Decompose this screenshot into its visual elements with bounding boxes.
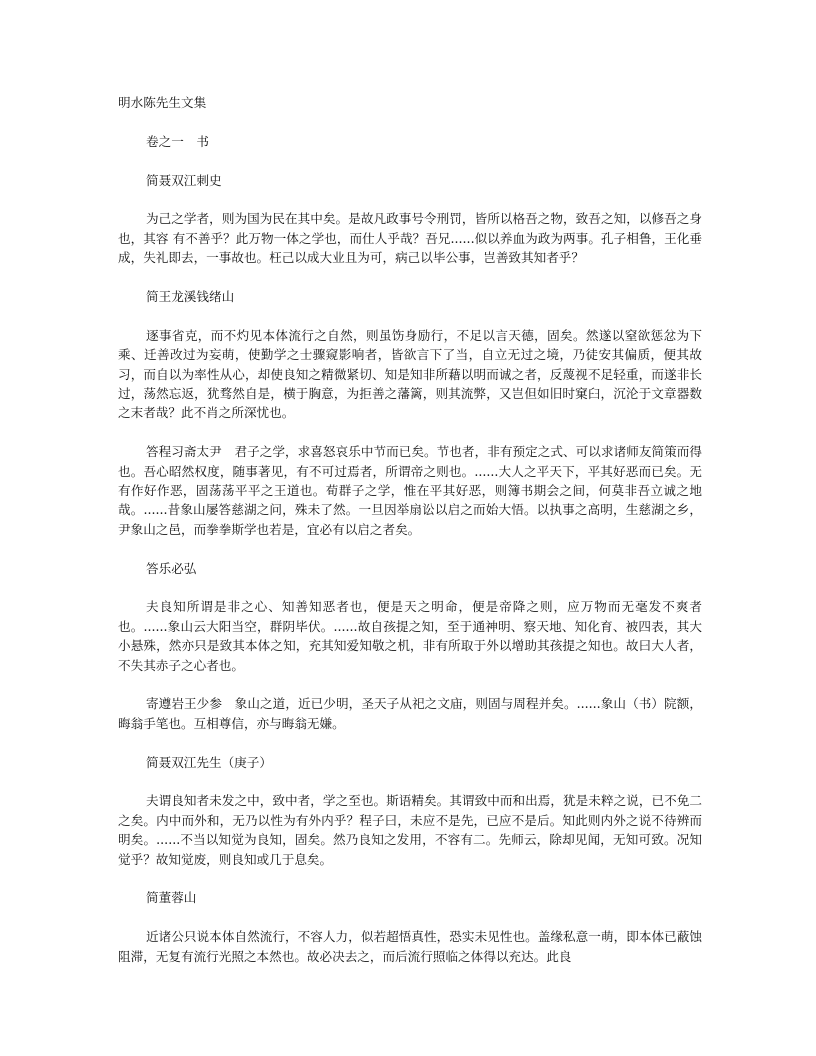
section-heading: 简王龙溪钱绪山 — [146, 289, 235, 304]
section-heading: 简聂双江刺史 — [146, 172, 222, 188]
paragraph: 夫良知所谓是非之心、知善知恶者也，便是天之明命，便是帝降之则，应万物而无毫发不爽者也。......象山云大阳当空，群阴毕伏。......故自孩提之知，至于通神明、察天地、知化育、被四表，其大小悬殊，然亦只是致其本体之知，充其知爱知敬之机，非有所取于外以增助其孩提之知也。故曰大人者，不失其赤子之心者也。 — [118, 599, 702, 673]
paragraph: 寄遵岩王少参 象山之道，近已少明，圣天子从祀之文庙，则固与周程并矣。......象山（书）院额，晦翁手笔也。互相尊信，亦与晦翁无嫌。 — [118, 696, 702, 731]
book-title: 明水陈先生文集 — [118, 95, 207, 110]
section-heading: 简董蓉山 — [146, 890, 197, 906]
section-heading: 简聂双江先生（庚子） — [146, 754, 272, 770]
paragraph: 答程习斋太尹 君子之学，求喜怒哀乐中节而已矣。节也者，非有预定之式、可以求诸师友简策而得也。吾心昭然权度，随事著见，有不可过焉者，所谓帝之则也。......大人之平天下，平其好恶而已矣。无有作好作恶，固荡荡平平之王道也。荀群子之学，惟在平其好恶，则簿书期会之间，何莫非吾立诚之地哉。......昔象山屡答慈湖之问，殊未了然。一旦因举扇讼以启之而始大悟。以执事之高明，生慈湖之乡，尹象山之邑，而拳拳斯学也若是，宜必有以启之者矣。 — [118, 444, 702, 537]
section-heading: 答乐必弘 — [146, 560, 197, 576]
document-page — [118, 93, 702, 985]
paragraph: 夫谓良知者未发之中，致中者，学之至也。斯语精矣。其谓致中而和出焉，犹是未粹之说，已不免二之矣。内中而外和，无乃以性为有外内乎？程子曰，未应不是先，已应不是后。知此则内外之说不待辨而明矣。......不当以知觉为良知，固矣。然乃良知之发用，不容有二。先师云，除却见闻，无知可致。况知觉乎？故知觉废，则良知或几于息矣。 — [118, 793, 702, 867]
paragraph: 逐事省克，而不灼见本体流行之自然，则虽饬身励行，不足以言天德，固矣。然遂以窒欲惩忿为下乘、迁善改过为妄萌，使勤学之士骤窥影响者，皆欲言下了当，自立无过之境，乃徒安其偏质，便其故习，而自以为率性从心，却使良知之精微紧切、知是知非所藉以明而诚之者，反蔑视不足轻重，而遂非长过，荡然忘返，犹骛然自是，横于胸意，为拒善之藩篱，则其流弊，又岂但如旧时窠臼，沉沦于文章器数之末者哉？此不肖之所深忧也。 — [118, 327, 702, 421]
paragraph: 为己之学者，则为国为民在其中矣。是故凡政事号令刑罚，皆所以格吾之物，致吾之知，以修吾之身也，其容 有不善乎？此万物一体之学也，而仕人乎哉？吾兄......似以养血为政为两事。孔子相鲁，王化垂成，失礼即去，一事故也。枉己以成大业且为可，病己以毕公事，岂善致其知者乎？ — [118, 211, 702, 266]
paragraph: 近诸公只说本体自然流行，不容人力，似若超悟真性，恐实未见性也。盖缘私意一萌，即本体已蔽蚀阻滞，无复有流行光照之本然也。故必决去之，而后流行照临之体得以充达。此良 — [118, 929, 702, 964]
volume-heading: 卷之一 书 — [146, 133, 209, 149]
